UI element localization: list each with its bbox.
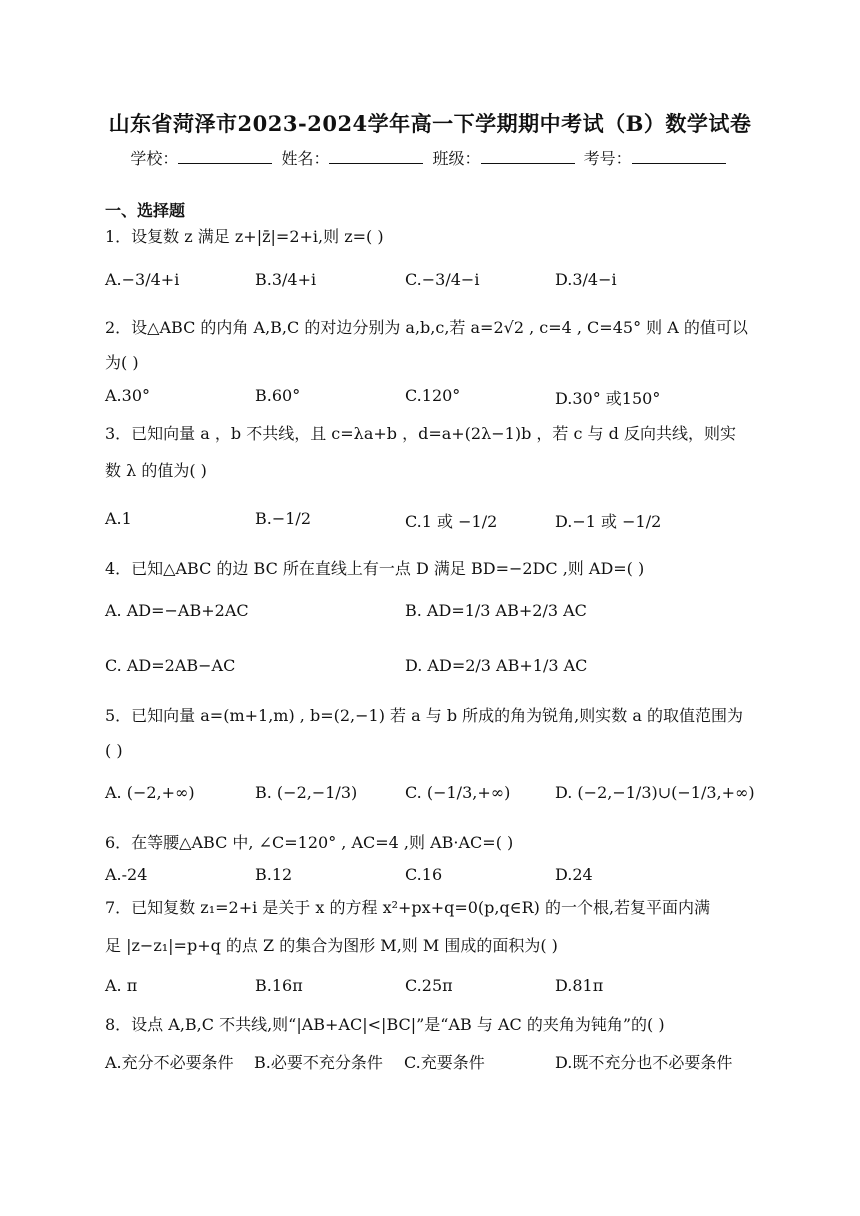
q5-option-d[interactable]: D. (−2,−1/3)∪(−1/3,+∞) [555,783,755,802]
exam-title: 山东省菏泽市2023-2024学年高一下学期期中考试（B）数学试卷 [108,111,752,136]
q1-option-c[interactable]: C.−3/4−i [405,270,480,289]
number-blank[interactable] [632,149,726,164]
q7-option-c[interactable]: C.25π [405,976,453,995]
q3-option-c[interactable]: C.1 或 −1/2 [405,512,498,531]
question-3-line2: 数 λ 的值为( ) [105,461,207,480]
q1-option-b[interactable]: B.3/4+i [255,270,317,289]
q8-option-c[interactable]: C.充要条件 [404,1053,485,1072]
question-6: 6．在等腰△ABC 中, ∠C=120° , AC=4 ,则 AB·AC=( ) [105,833,514,852]
q4-option-b[interactable]: B. AD=1/3 AB+2/3 AC [405,601,587,620]
q4-option-d[interactable]: D. AD=2/3 AB+1/3 AC [405,656,588,675]
q4-option-c[interactable]: C. AD=2AB−AC [105,656,236,675]
q2-option-b[interactable]: B.60° [255,386,301,405]
question-8: 8．设点 A,B,C 不共线,则“|AB+AC|<|BC|”是“AB 与 AC 的夹角为钝角”的( ) [105,1015,665,1034]
student-info-row [0,146,860,169]
q6-option-b[interactable]: B.12 [255,865,293,884]
school-blank[interactable] [178,149,272,164]
q2-option-d[interactable]: D.30° 或150° [555,389,661,408]
section-heading: 一、选择题 [105,201,186,220]
question-2-line1: 2．设△ABC 的内角 A,B,C 的对边分别为 a,b,c,若 a=2√2 , c=4 , C=45° 则 A 的值可以 [105,318,748,337]
question-7-line2: 足 |z−z₁|=p+q 的点 Z 的集合为图形 M,则 M 围成的面积为( ) [105,936,558,955]
q5-option-a[interactable]: A. (−2,+∞) [105,783,195,802]
q8-option-b[interactable]: B.必要不充分条件 [254,1053,383,1072]
name-label: 姓名： [281,149,330,168]
q4-option-a[interactable]: A. AD=−AB+2AC [105,601,249,620]
q2-option-a[interactable]: A.30° [105,386,150,405]
q6-option-d[interactable]: D.24 [555,865,593,884]
q8-option-d[interactable]: D.既不充分也不必要条件 [555,1053,733,1072]
question-7-line1: 7．已知复数 z₁=2+i 是关于 x 的方程 x²+px+q=0(p,q∈R) 的一个根,若复平面内满 [105,898,711,917]
q7-option-a[interactable]: A. π [105,976,138,995]
name-blank[interactable] [329,149,423,164]
q7-option-b[interactable]: B.16π [255,976,303,995]
q8-option-a[interactable]: A.充分不必要条件 [105,1053,234,1072]
q6-option-c[interactable]: C.16 [405,865,443,884]
q7-option-d[interactable]: D.81π [555,976,604,995]
school-label: 学校： [130,149,179,168]
q6-option-a[interactable]: A.-24 [105,865,148,884]
q3-option-d[interactable]: D.−1 或 −1/2 [555,512,662,531]
q3-option-a[interactable]: A.1 [105,509,132,528]
q2-option-c[interactable]: C.120° [405,386,461,405]
question-5-line2: ( ) [105,741,123,760]
q5-option-b[interactable]: B. (−2,−1/3) [255,783,358,802]
question-5-line1: 5．已知向量 a=(m+1,m) , b=(2,−1) 若 a 与 b 所成的角为锐角,则实数 a 的取值范围为 [105,706,743,725]
q1-option-d[interactable]: D.3/4−i [555,270,617,289]
q1-option-a[interactable]: A.−3/4+i [105,270,180,289]
question-4: 4．已知△ABC 的边 BC 所在直线上有一点 D 满足 BD=−2DC ,则 AD=( ) [105,559,645,578]
class-label: 班级： [432,149,481,168]
question-1: 1．设复数 z 满足 z+|z̄|=2+i,则 z=( ) [105,227,384,246]
question-2-line2: 为( ) [105,353,139,372]
q3-option-b[interactable]: B.−1/2 [255,509,311,528]
question-3-line1: 3．已知向量 a ，b 不共线，且 c=λa+b ，d=a+(2λ−1)b ，若 c 与 d 反向共线，则实 [105,424,736,443]
class-blank[interactable] [481,149,575,164]
number-label: 考号： [583,149,632,168]
q5-option-c[interactable]: C. (−1/3,+∞) [405,783,511,802]
